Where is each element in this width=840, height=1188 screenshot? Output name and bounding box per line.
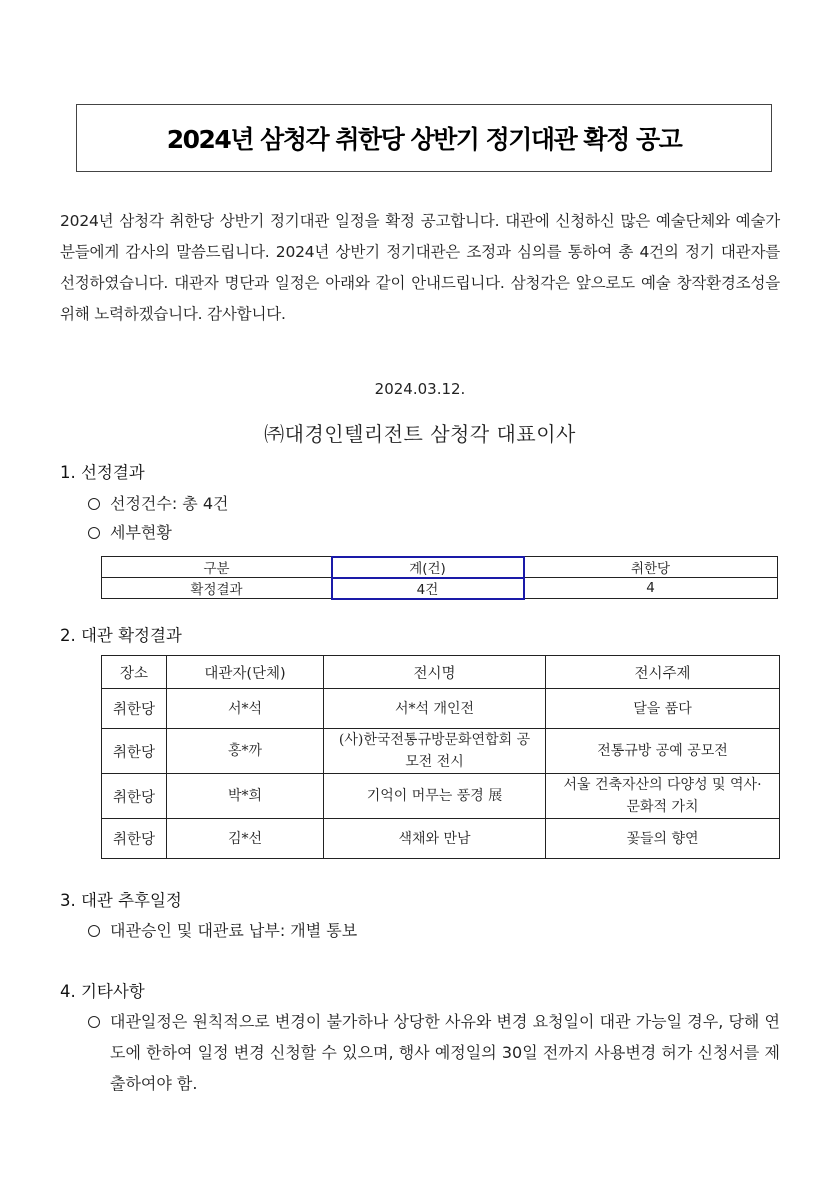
bullet-text: 대관승인 및 대관료 납부: 개별 통보	[110, 921, 358, 940]
table-header-cell: 장소	[102, 656, 167, 689]
table-row	[102, 729, 780, 774]
bullet-text: 세부현황	[110, 523, 172, 542]
table-header-row	[102, 656, 780, 689]
section-2-heading: 2. 대관 확정결과	[60, 626, 182, 645]
table-cell-venue: 취한당	[102, 689, 167, 729]
bullet-text: 선정건수: 총 4건	[110, 494, 229, 513]
table-cell-renter: 박*희	[167, 774, 324, 819]
section-3-bullet	[88, 922, 357, 946]
table-cell-venue: 취한당	[102, 774, 167, 819]
signer: ㈜대경인텔리전트 삼청각 대표이사	[264, 422, 576, 446]
table-cell-exhibition: 기억이 머무는 풍경 展	[324, 774, 546, 819]
section-1-heading: 1. 선정결과	[60, 463, 145, 482]
table-cell-renter: 서*석	[167, 689, 324, 729]
table-cell-venue: 취한당	[102, 729, 167, 774]
selection-summary-table	[101, 556, 778, 599]
document-title: 2024년 삼청각 취한당 상반기 정기대관 확정 공고	[166, 125, 682, 154]
table-cell-renter: 김*선	[167, 819, 324, 859]
bullet-text: 대관일정은 원칙적으로 변경이 불가하나 상당한 사유와 변경 요청일이 대관 가능일 경우, 당해 연도에 한하여 일정 변경 신청할 수 있으며, 행사 예정일의 30일 전까지 사용변경 허가 신청서를 제출하여야 함.	[110, 1012, 780, 1093]
table-cell-exhibition: 서*석 개인전	[324, 689, 546, 729]
table-cell-exhibition: (사)한국전통규방문화연합회 공모전 전시	[324, 729, 546, 774]
rental-results-table	[101, 655, 780, 859]
table-cell-theme: 전통규방 공예 공모전	[546, 729, 780, 774]
intro-paragraph: 2024년 삼청각 취한당 상반기 정기대관 일정을 확정 공고합니다. 대관에 신청하신 많은 예술단체와 예술가분들에게 감사의 말씀드립니다. 2024년 상반기 정기대관은 조정과 심의를 통하여 총 4건의 정기 대관자를 선정하였습니다. 대관자 명단과 일정은 아래와 같이 안내드립니다. 삼청각은 앞으로도 예술 창작환경조성을 위해 노력하겠습니다. 감사합니다.	[60, 212, 780, 323]
table-row	[102, 819, 780, 859]
title-box	[76, 104, 772, 172]
table-cell-venue: 취한당	[102, 819, 167, 859]
table-cell-theme: 서울 건축자산의 다양성 및 역사·문화적 가치	[546, 774, 780, 819]
circle-bullet-icon	[88, 925, 100, 937]
section-4-bullet	[88, 1013, 780, 1099]
table-header-cell: 대관자(단체)	[167, 656, 324, 689]
circle-bullet-icon	[88, 498, 100, 510]
announcement-date: 2024.03.12.	[374, 380, 466, 398]
table-header-cell: 전시명	[324, 656, 546, 689]
table-cell: 4	[524, 578, 778, 599]
table-header-cell: 구분	[102, 557, 332, 578]
section-4-heading: 4. 기타사항	[60, 982, 145, 1001]
table-cell-selected: 4건	[332, 578, 524, 599]
circle-bullet-icon	[88, 527, 100, 539]
circle-bullet-icon	[88, 1016, 100, 1028]
section-1-bullet-count	[88, 495, 228, 519]
table-cell-theme: 꽃들의 향연	[546, 819, 780, 859]
table-header-row	[102, 557, 778, 578]
table-cell-renter: 홍*까	[167, 729, 324, 774]
table-cell: 확정결과	[102, 578, 332, 599]
table-cell-exhibition: 색채와 만남	[324, 819, 546, 859]
section-3-heading: 3. 대관 추후일정	[60, 891, 182, 910]
section-1-bullet-detail	[88, 524, 172, 548]
table-row	[102, 774, 780, 819]
table-header-cell: 취한당	[524, 557, 778, 578]
table-row	[102, 578, 778, 599]
table-header-cell-selected: 계(건)	[332, 557, 524, 578]
table-cell-theme: 달을 품다	[546, 689, 780, 729]
table-row	[102, 689, 780, 729]
table-header-cell: 전시주제	[546, 656, 780, 689]
